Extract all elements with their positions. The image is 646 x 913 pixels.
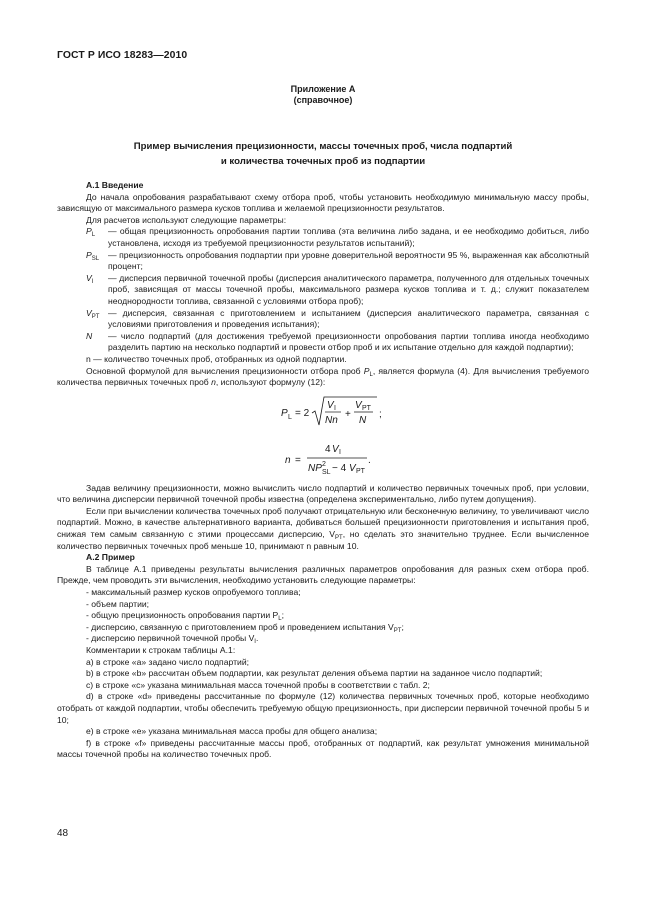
definition-item	[57, 308, 589, 331]
annex-label: Приложение А	[290, 84, 356, 94]
definition-item	[57, 331, 589, 354]
definition-symbol: $P_L$	[86, 226, 96, 239]
document-code: ГОСТ Р ИСО 18283—2010	[57, 50, 188, 61]
paragraph: В таблице А.1 приведены результаты вычисления различных параметров опробования для разных схем отбора проб. Прежде, чем проводить эти вычисления, необходимо установить следующие параметры:	[57, 563, 589, 586]
svg-text:P: P	[281, 407, 288, 419]
svg-text:I: I	[339, 448, 341, 456]
page-number: 48	[57, 828, 69, 839]
paragraph: Основной формулой для вычисления прецизионности отбора проб $P_L$, является формула (4). Для вычисления требуемого количества первичных точечных проб n, используют формулу (12):	[57, 365, 589, 388]
definition-symbol: N	[86, 330, 93, 341]
paragraph: До начала опробования разрабатывают схему отбора проб, чтобы установить необходимую минимальную массу пробы, зависящую от максимального размера кусков топлива и желаемой прецизионности результатов.	[57, 191, 589, 214]
svg-text:4: 4	[325, 443, 331, 455]
svg-text:= 2: = 2	[295, 407, 310, 419]
definition-item	[57, 273, 589, 308]
paragraph: Комментарии к строкам таблицы А.1:	[86, 645, 236, 655]
definition-symbol: $P_{SL}$	[86, 249, 100, 262]
n-definition: n — количество точечных проб, отобранных из одной подпартии.	[86, 353, 347, 364]
definition-item	[57, 250, 589, 273]
paragraph: Задав величину прецизионности, можно вычислить число подпартий и количество первичных точечных проб, при условии, что величина дисперсии первичной точечной пробы известна (определена экспериментально, либо путем допущения).	[57, 482, 589, 505]
definition-text: — число подпартий (для достижения требуемой прецизионности опробования партии топлива иногда необходимо разделить партию на несколько подпартий и провести отбор проб и их испытание отдельно для каждой подпартии);	[108, 330, 589, 353]
svg-text:2: 2	[322, 460, 326, 468]
svg-text:;: ;	[379, 408, 382, 420]
formula-count	[57, 435, 589, 483]
document-body	[57, 180, 589, 761]
title-line-2: и количества точечных проб из подпартии	[220, 156, 426, 167]
svg-text:Nn: Nn	[325, 414, 338, 426]
svg-text:n: n	[285, 454, 291, 466]
annex-type: (справочное)	[293, 95, 353, 105]
list-item: - общую прецизионность опробования партии $P_L$;	[86, 610, 285, 623]
svg-text:− 4: − 4	[332, 462, 347, 474]
svg-text:N: N	[359, 414, 367, 426]
svg-text:.: .	[368, 454, 371, 466]
paragraph: Если при вычислении количества точечных проб получают отрицательную или бесконечную величину, то увеличивают число подпартий. Можно, в качестве альтернативного варианта, добиваться большей прецизионности приготовления и испытания проб, снижая тем самым связанную с этими процессами дисперсию, $V_{PT}$, но сделать это значительно труднее. Если вычисленное количество первичных точечных проб меньше 10, принимают n равным 10.	[57, 505, 589, 551]
definition-text: — общая прецизионность опробования партии топлива (эта величина либо задана, и ее необходимо добиться, либо установлена, исходя из требуемой прецизионности результатов испытаний);	[108, 226, 589, 248]
formula-precision	[57, 389, 589, 433]
definition-text: — дисперсия первичной точечной пробы (дисперсия аналитического параметра, полученного для отдельных точечных проб, зависящая от массы точечной пробы, максимального размера кусков топлива и т. д.; служит показателем неоднородности топлива, связанной с условиями отбора проб);	[108, 272, 589, 306]
title-line-1: Пример вычисления прецизионности, массы точечных проб, числа подпартий	[133, 141, 513, 152]
formula-12-graphic	[57, 389, 589, 433]
svg-text:SL: SL	[322, 468, 331, 476]
comment-item: b) в строке «b» рассчитан объем подпартии, как результат деления объема партии на заданное число подпартий;	[86, 668, 543, 679]
svg-text:PT: PT	[356, 467, 365, 475]
definition-symbol: $V_I$	[86, 272, 94, 285]
formula-n-graphic	[57, 435, 589, 483]
section-heading-a2: А.2 Пример	[86, 552, 135, 563]
list-item: - максимальный размер кусков опробуемого топлива;	[86, 587, 301, 598]
definition-item	[57, 226, 589, 249]
comment-item: d) в строке «d» приведены рассчитанные по формуле (12) количества первичных точечных проб, которые необходимо отобрать от каждой подпартии, чтобы обеспечить требуемую общую прецизионность, при дисперсии первичной точечной пробы 5 и 10;	[57, 691, 589, 725]
comment-item: е) в строке «е» указана минимальная масса пробы для общего анализа;	[86, 726, 378, 737]
svg-text:L: L	[288, 413, 292, 421]
svg-text:PT: PT	[362, 404, 371, 412]
svg-text:+: +	[345, 408, 351, 420]
comment-item: а) в строке «а» задано число подпартий;	[86, 656, 250, 667]
definition-symbol: $V_{PT}$	[86, 307, 100, 320]
svg-text:NP: NP	[308, 462, 322, 474]
paragraph: Для расчетов используют следующие параметры:	[86, 214, 287, 225]
list-item: - объем партии;	[86, 598, 150, 609]
list-item: - дисперсию первичной точечной пробы $V_I$.	[86, 633, 259, 646]
svg-text:V: V	[355, 399, 362, 411]
definition-text: — прецизионность опробования подпартии при уровне доверительной вероятности 95 %, выраженная как абсолютный процент;	[108, 249, 589, 272]
list-item: - дисперсию, связанную с приготовлением проб и проведением испытания $V_{PT}$;	[86, 621, 404, 634]
svg-text:V: V	[349, 462, 356, 474]
section-heading-a1: А.1 Введение	[86, 180, 144, 190]
svg-text:V: V	[327, 399, 334, 411]
comment-item: c) в строке «c» указана минимальная масса точечной пробы в соответствии с табл. 2;	[86, 679, 430, 690]
svg-text:V: V	[332, 443, 339, 455]
svg-text:=: =	[295, 454, 301, 466]
svg-text:I: I	[334, 404, 336, 412]
definition-text: — дисперсия, связанная с приготовлением и испытанием (дисперсия аналитического параметра, связанная с условиями приготовления и проведения испытания);	[108, 307, 589, 330]
comment-item: f) в строке «f» приведены рассчитанные массы проб, отобранных от подпартий, как результат умножения минимальной массы точечной пробы на количество точечных проб.	[57, 737, 589, 760]
